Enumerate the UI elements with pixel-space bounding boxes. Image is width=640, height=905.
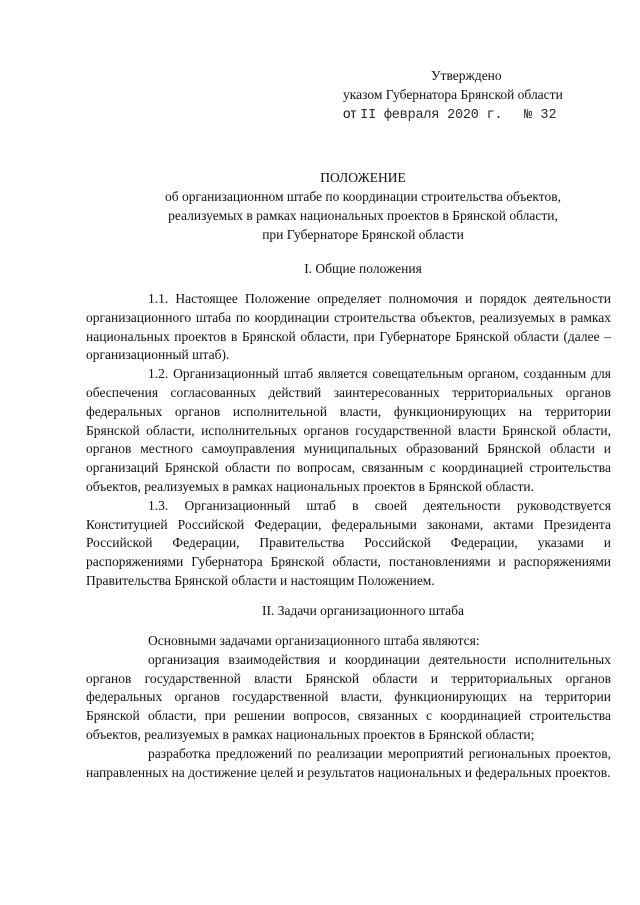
approval-date: II февраля 2020 г. [360, 108, 503, 123]
paragraph-1-3: 1.3. Организационный штаб в своей деятельности руководствуется Конституцией Российской Федерации, федеральными законами, актами Президента Российской Федерации, Правительства Российской Федерации, указами и распоряжениями Губернатора Брянской области, постановлениями и распоряжениями Правительства Брянской области и настоящим Положением. [86, 497, 611, 588]
title-sub-3: при Губернаторе Брянской области [262, 227, 464, 242]
section-1-heading: I. Общие положения [304, 261, 422, 276]
title-sub-2: реализуемых в рамках национальных проектов в Брянской области, [168, 208, 558, 223]
approval-block [343, 66, 613, 125]
approval-date-line [343, 104, 613, 125]
approval-approved: Утверждено [431, 68, 502, 83]
document-title [108, 168, 618, 244]
approval-decree: указом Губернатора Брянской области [343, 87, 563, 102]
section-2-intro: Основными задачами организационного штаба являются: [148, 633, 480, 648]
task-2: разработка предложений по реализации мероприятий региональных проектов, направленных на достижение целей и результатов национальных и федеральных проектов. [86, 745, 611, 780]
section-2-body [86, 632, 611, 782]
paragraph-1-1: 1.1. Настоящее Положение определяет полномочия и порядок деятельности организационного штаба по координации строительства объектов, реализуемых в рамках национальных проектов в Брянской области, при Губернаторе Брянской области (далее – организационный штаб). [86, 291, 611, 363]
title-sub-1: об организационном штабе по координации строительства объектов, [165, 189, 561, 204]
task-1: организация взаимодействия и координации деятельности исполнительных органов государственной власти Брянской области и территориальных органов федеральных органов государственной власти, функционирующих на территории Брянской области, при решении вопросов, связанных с координацией строительства объектов, реализуемых в рамках национальных проектов в Брянской области; [86, 651, 611, 742]
paragraph-1-2: 1.2. Организационный штаб является совещательным органом, созданным для обеспечения согласованных действий заинтересованных территориальных органов федеральных органов исполнительной власти, функционирующих на территории Брянской области, исполнительных органов государственной власти Брянской области, органов местного самоуправления муниципальных образований Брянской области и организаций Брянской области по вопросам, связанным с координацией строительства объектов, реализуемых в рамках национальных проектов в Брянской области. [86, 366, 611, 494]
section-1-body [86, 290, 611, 591]
section-2-heading: II. Задачи организационного штаба [261, 603, 465, 618]
approval-number: № 32 [524, 108, 557, 123]
approval-date-prefix: от [343, 106, 357, 121]
title-main: ПОЛОЖЕНИЕ [320, 170, 406, 185]
